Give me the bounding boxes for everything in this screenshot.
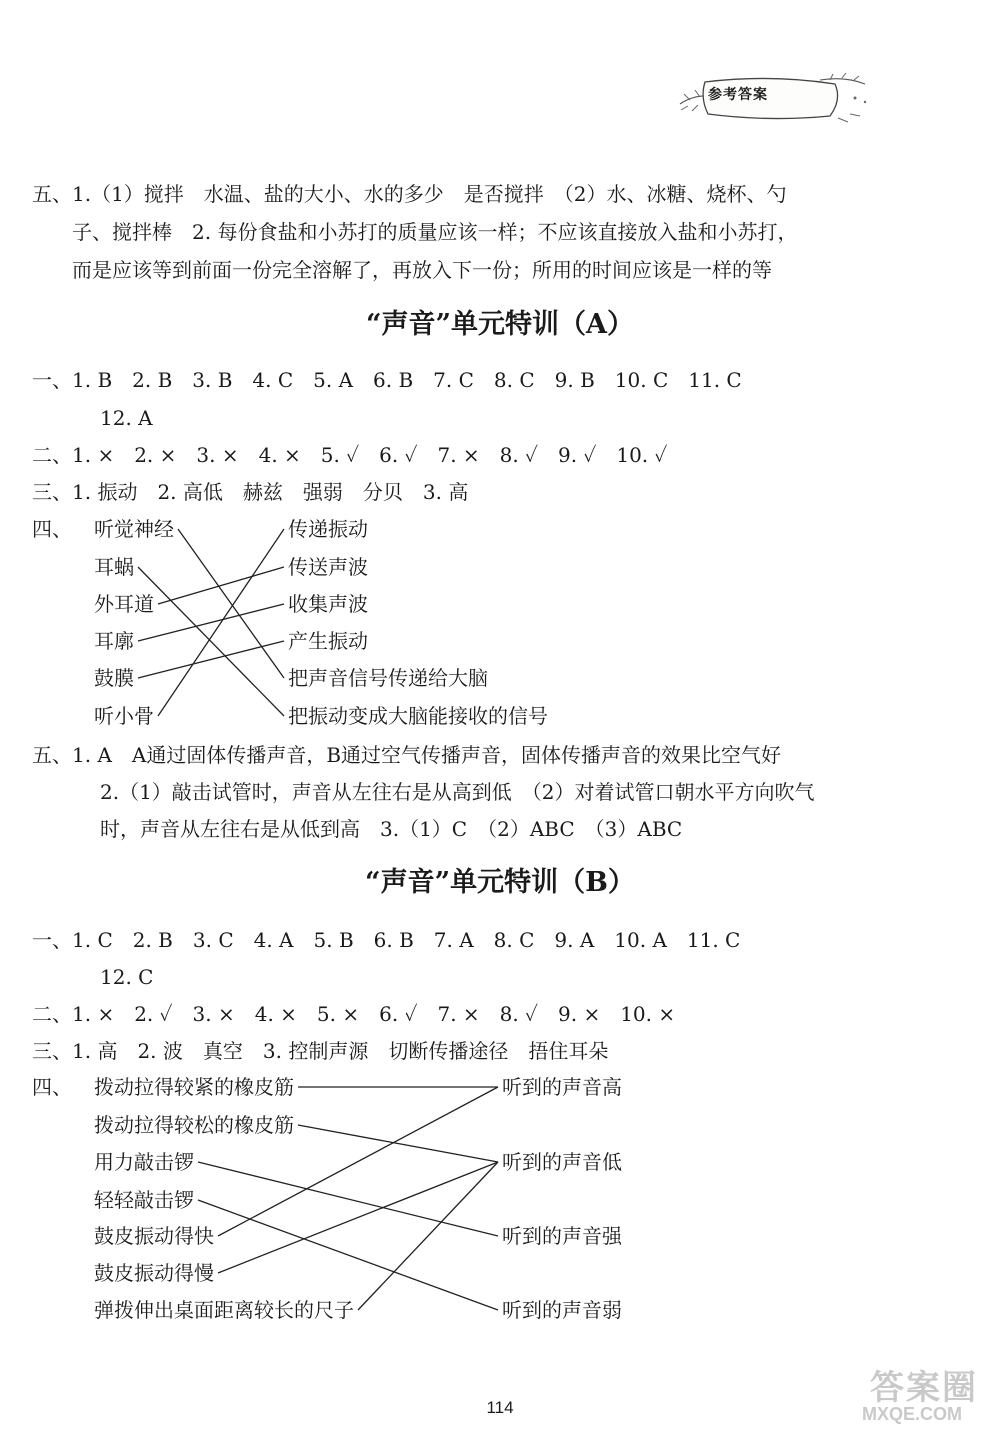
section-a-match-right-item: 把振动变成大脑能接收的信号 xyxy=(288,704,548,728)
section-a-q2: 二、1. × 2. × 3. × 4. × 5. ✓ 6. ✓ 7. × 8. ✓ 9. ✓ 10. ✓ xyxy=(32,443,668,467)
section-a-match-left-item: 鼓膜 xyxy=(94,666,134,690)
section-a-q5-line1: 五、1. A A通过固体传播声音，B通过空气传播声音，固体传播声音的效果比空气好 xyxy=(32,743,782,767)
section-a-match-right-item: 传递振动 xyxy=(288,517,368,541)
section-a-match-connector-line xyxy=(138,604,284,641)
header-badge-label: 参考答案 xyxy=(708,87,768,103)
section-a-q3: 三、1. 振动 2. 高低 赫兹 强弱 分贝 3. 高 xyxy=(32,480,469,504)
watermark-logo xyxy=(860,1360,990,1430)
section-a-match-right-item: 把声音信号传递给大脑 xyxy=(288,666,488,690)
section-a-q5-line3: 时，声音从左往右是从低到高 3.（1）C （2）ABC （3）ABC xyxy=(100,817,683,841)
section-b-match-left-item: 拨动拉得较松的橡皮筋 xyxy=(94,1113,294,1137)
section-b-match-connector-line xyxy=(218,1087,498,1236)
section-b-q3: 三、1. 高 2. 波 真空 3. 控制声源 切断传播途径 捂住耳朵 xyxy=(32,1039,609,1063)
section-a-match-connector-line xyxy=(138,567,284,716)
section-a-match-connector-line xyxy=(158,567,284,604)
section-a-match-right-item: 传送声波 xyxy=(288,555,368,579)
section-b-match-connector-line xyxy=(198,1162,498,1236)
section-b-match-left-item: 鼓皮振动得慢 xyxy=(94,1261,214,1285)
section-b-match-left-item: 拨动拉得较紧的橡皮筋 xyxy=(94,1075,294,1099)
section-a-match-left-item: 耳廓 xyxy=(94,629,134,653)
section-a-q1-line2: 12. A xyxy=(100,406,153,430)
section-a-title: “声音”单元特训（A） xyxy=(365,309,634,340)
section-a-q5-line2: 2.（1）敲击试管时，声音从左往右是从高到低 （2）对着试管口朝水平方向吹气 xyxy=(100,780,815,804)
section-b-match-right-item: 听到的声音低 xyxy=(502,1150,622,1174)
section-a-match-left-item: 听小骨 xyxy=(94,704,154,728)
section-a-match-left-item: 耳蜗 xyxy=(94,555,134,579)
section-b-q2: 二、1. × 2. ✓ 3. × 4. × 5. × 6. ✓ 7. × 8. ✓ 9. × 10. × xyxy=(32,1002,676,1026)
section-a-q1-line1: 一、1. B 2. B 3. B 4. C 5. A 6. B 7. C 8. C 9. B 10. C 11. C xyxy=(32,368,742,392)
section-b-match-right-item: 听到的声音弱 xyxy=(502,1298,622,1322)
section-b-q1-line1: 一、1. C 2. B 3. C 4. A 5. B 6. B 7. A 8. C 9. A 10. A 11. C xyxy=(32,928,741,952)
section-a-match-connector-line xyxy=(158,529,284,716)
section-a-match-right-item: 收集声波 xyxy=(288,592,368,616)
section-b-match-connector-line xyxy=(358,1162,498,1310)
section-b-match-left-item: 鼓皮振动得快 xyxy=(94,1224,214,1248)
section-b-match-connector-line xyxy=(198,1200,498,1310)
section-a-match-connector-line xyxy=(138,641,284,678)
section-b-match-left-item: 弹拨伸出桌面距离较长的尺子 xyxy=(94,1298,354,1322)
section-b-match-connector-line xyxy=(218,1162,498,1273)
section-b-match-left-item: 用力敲击锣 xyxy=(94,1150,194,1174)
section-a-match-left-item: 听觉神经 xyxy=(94,517,174,541)
intro-line-1: 五、1.（1）搅拌 水温、盐的大小、水的多少 是否搅拌 （2）水、冰糖、烧杯、勺 xyxy=(32,182,787,206)
section-a-match-left-item: 外耳道 xyxy=(94,592,154,616)
section-b-title: “声音”单元特训（B） xyxy=(365,867,635,898)
section-b-match-right-item: 听到的声音强 xyxy=(502,1224,622,1248)
section-a-match-right-item: 产生振动 xyxy=(288,629,368,653)
watermark-bottom-text: MXQE.COM xyxy=(862,1404,963,1424)
page-number: 114 xyxy=(486,1398,514,1417)
section-a-match-connector-line xyxy=(178,529,284,678)
section-b-q1-line2: 12. C xyxy=(100,965,154,989)
section-b-q4-prefix: 四、 xyxy=(32,1075,72,1099)
section-a-q4-prefix: 四、 xyxy=(32,517,72,541)
intro-line-2: 子、搅拌棒 2. 每份食盐和小苏打的质量应该一样；不应该直接放入盐和小苏打， xyxy=(72,220,798,244)
intro-line-3: 而是应该等到前面一份完全溶解了，再放入下一份；所用的时间应该是一样的等 xyxy=(72,258,772,282)
watermark-top-text: 答案圈 xyxy=(870,1369,978,1407)
section-b-match-left-item: 轻轻敲击锣 xyxy=(94,1188,194,1212)
section-b-match-connector-line xyxy=(298,1125,498,1162)
section-b-match-right-item: 听到的声音高 xyxy=(502,1075,622,1099)
